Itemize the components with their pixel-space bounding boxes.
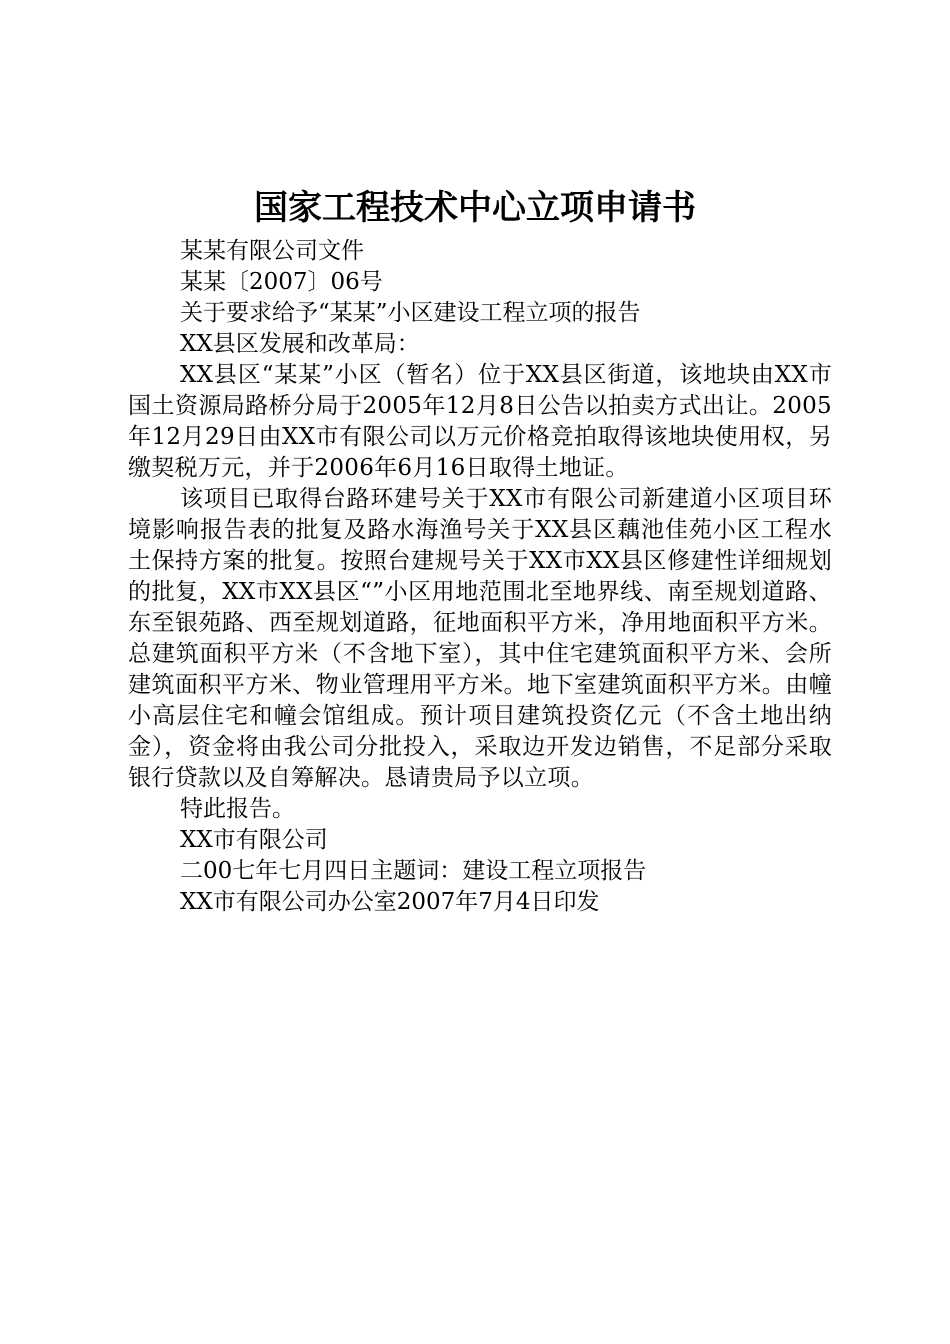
date-keywords-line: 二00七年七月四日主题词：建设工程立项报告 xyxy=(180,858,647,884)
body-paragraph-1: XX县区“某某”小区（暂名）位于XX县区街道，该地块由XX市国土资源局路桥分局于2005年12月8日公告以拍卖方式出让。2005年12月29日由XX市有限公司以万元价格竞拍取得该地块使用权，另缴契税万元，并于2006年6月16日取得土地证。 xyxy=(128,362,832,481)
document-title: 国家工程技术中心立项申请书 xyxy=(254,188,696,228)
closing-remark: 特此报告。 xyxy=(180,796,295,822)
print-info-line: XX市有限公司办公室2007年7月4日印发 xyxy=(180,889,600,915)
document-body xyxy=(128,236,832,918)
body-paragraph-2: 该项目已取得台路环建号关于XX市有限公司新建道小区项目环境影响报告表的批复及路水海渔号关于XX县区藕池佳苑小区工程水土保持方案的批复。按照台建规号关于XX市XX县区修建性详细规划的批复，XX市XX县区“”小区用地范围北至地界线、南至规划道路、东至银苑路、西至规划道路，征地面积平方米，净用地面积平方米。总建筑面积平方米（不含地下室），其中住宅建筑面积平方米、会所建筑面积平方米、物业管理用平方米。地下室建筑面积平方米。由幢小高层住宅和幢会馆组成。预计项目建筑投资亿元（不含土地出纳金），资金将由我公司分批投入，采取边开发边销售，不足部分采取银行贷款以及自筹解决。恳请贵局予以立项。 xyxy=(128,486,832,791)
signatory-line: XX市有限公司 xyxy=(180,827,328,853)
report-subject: 关于要求给予“某某”小区建设工程立项的报告 xyxy=(180,300,641,326)
recipient-line: XX县区发展和改革局： xyxy=(180,331,420,357)
document-number: 某某〔2007〕06号 xyxy=(180,269,383,295)
issuer-line: 某某有限公司文件 xyxy=(180,238,364,264)
